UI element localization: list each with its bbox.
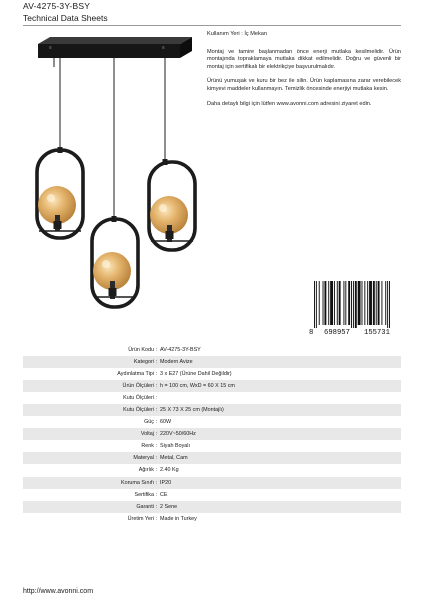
spec-value: Metal, Cam — [160, 455, 188, 462]
spec-row — [23, 368, 401, 380]
spec-value: 3 x E27 (Ürüne Dahil Değildir) — [160, 371, 232, 378]
spec-label: Sertifika : — [134, 491, 157, 498]
spec-value: CE — [160, 491, 168, 498]
info-paragraph-website: Daha detaylı bilgi için lütfen www.avonni.com adresini ziyaret edin. — [207, 100, 372, 107]
usage-label: Kullanım Yeri : — [207, 31, 243, 37]
info-paragraph-safety: Montaj ve tamire başlanmadan önce enerji mutlaka kesilmelidir. Ürün montajında topraklamaya mutlaka dikkat edilmelidir. Doğru ve güvenli bir montaj için sertifikalı bir elektrikçiye başvurulmalıdır. — [207, 48, 401, 70]
spec-label: Aydınlatma Tipi : — [117, 371, 157, 378]
spec-value: IP20 — [160, 479, 172, 486]
spec-value: Made in Turkey — [160, 515, 197, 522]
barcode-digit-right: 155731 — [364, 329, 390, 336]
spec-row — [23, 428, 401, 440]
ceiling-canopy — [38, 37, 192, 58]
barcode-digit-left: 698957 — [324, 329, 350, 336]
spec-value: 60W — [160, 419, 172, 426]
spec-value: h = 100 cm, WxD = 60 X 15 cm — [160, 383, 235, 390]
spec-value: AV-4275-3Y-BSY — [160, 347, 201, 353]
spec-label: Kutu Ölçüleri : — [123, 395, 157, 402]
usage-value: İç Mekan — [244, 31, 268, 37]
usage-location — [207, 31, 401, 39]
spec-label: Kutu Ölçüleri : — [123, 407, 157, 414]
header-divider — [23, 25, 401, 26]
header-product-code: AV-4275-3Y-BSY — [23, 1, 91, 11]
barcode-digit-prefix: 8 — [309, 329, 314, 336]
spec-row — [23, 513, 401, 525]
spec-label: Renk : — [141, 443, 157, 450]
info-section — [207, 31, 401, 115]
spec-row — [23, 344, 401, 356]
spec-row — [23, 392, 401, 404]
spec-label: Voltaj : — [140, 431, 157, 438]
spec-label: Üretim Yeri : — [127, 515, 157, 522]
spec-value: 220V~50/60Hz — [160, 431, 196, 438]
spec-value: 2 Sene — [160, 503, 178, 510]
spec-row — [23, 452, 401, 464]
spec-label: Ürün Kodu : — [128, 347, 157, 353]
spec-row — [23, 404, 401, 416]
spec-label: Garanti : — [136, 503, 157, 510]
spec-row — [23, 464, 401, 476]
spec-label: Ürün Ölçüleri : — [122, 383, 157, 390]
header-document-title: Technical Data Sheets — [23, 13, 108, 23]
spec-row — [23, 477, 401, 489]
spec-label: Koruma Sınıfı : — [121, 479, 157, 486]
spec-row — [23, 501, 401, 513]
pendant-right — [149, 159, 195, 250]
spec-value: Modern Avize — [160, 359, 193, 366]
spec-label: Materyal : — [133, 455, 157, 462]
spec-row — [23, 440, 401, 452]
spec-table — [23, 344, 401, 525]
info-paragraph-cleaning: Ürünü yumuşak ve kuru bir bez ile silin. Ürün kaplamasına zarar verebilecek kimyevi maddeler kullanmayın. Temizlik öncesinde enerjiyi mutlaka kesin. — [207, 78, 401, 92]
spec-label: Güç : — [144, 419, 157, 426]
spec-row — [23, 416, 401, 428]
spec-value: 25 X 73 X 25 cm (Montajlı) — [160, 407, 224, 414]
barcode-bars — [314, 281, 390, 328]
spec-label: Kategori : — [133, 359, 157, 366]
pendant-center — [92, 216, 138, 307]
spec-value: 2.40 Kg — [160, 467, 179, 474]
spec-row — [23, 356, 401, 368]
spec-row — [23, 489, 401, 501]
footer-url: http://www.avonni.com — [23, 588, 94, 595]
product-barcode — [308, 281, 402, 336]
chandelier-product-image — [20, 35, 210, 315]
pendant-left — [37, 147, 83, 238]
spec-row — [23, 380, 401, 392]
spec-value: Siyah Boyalı — [160, 443, 190, 450]
spec-label: Ağırlık : — [138, 467, 157, 474]
